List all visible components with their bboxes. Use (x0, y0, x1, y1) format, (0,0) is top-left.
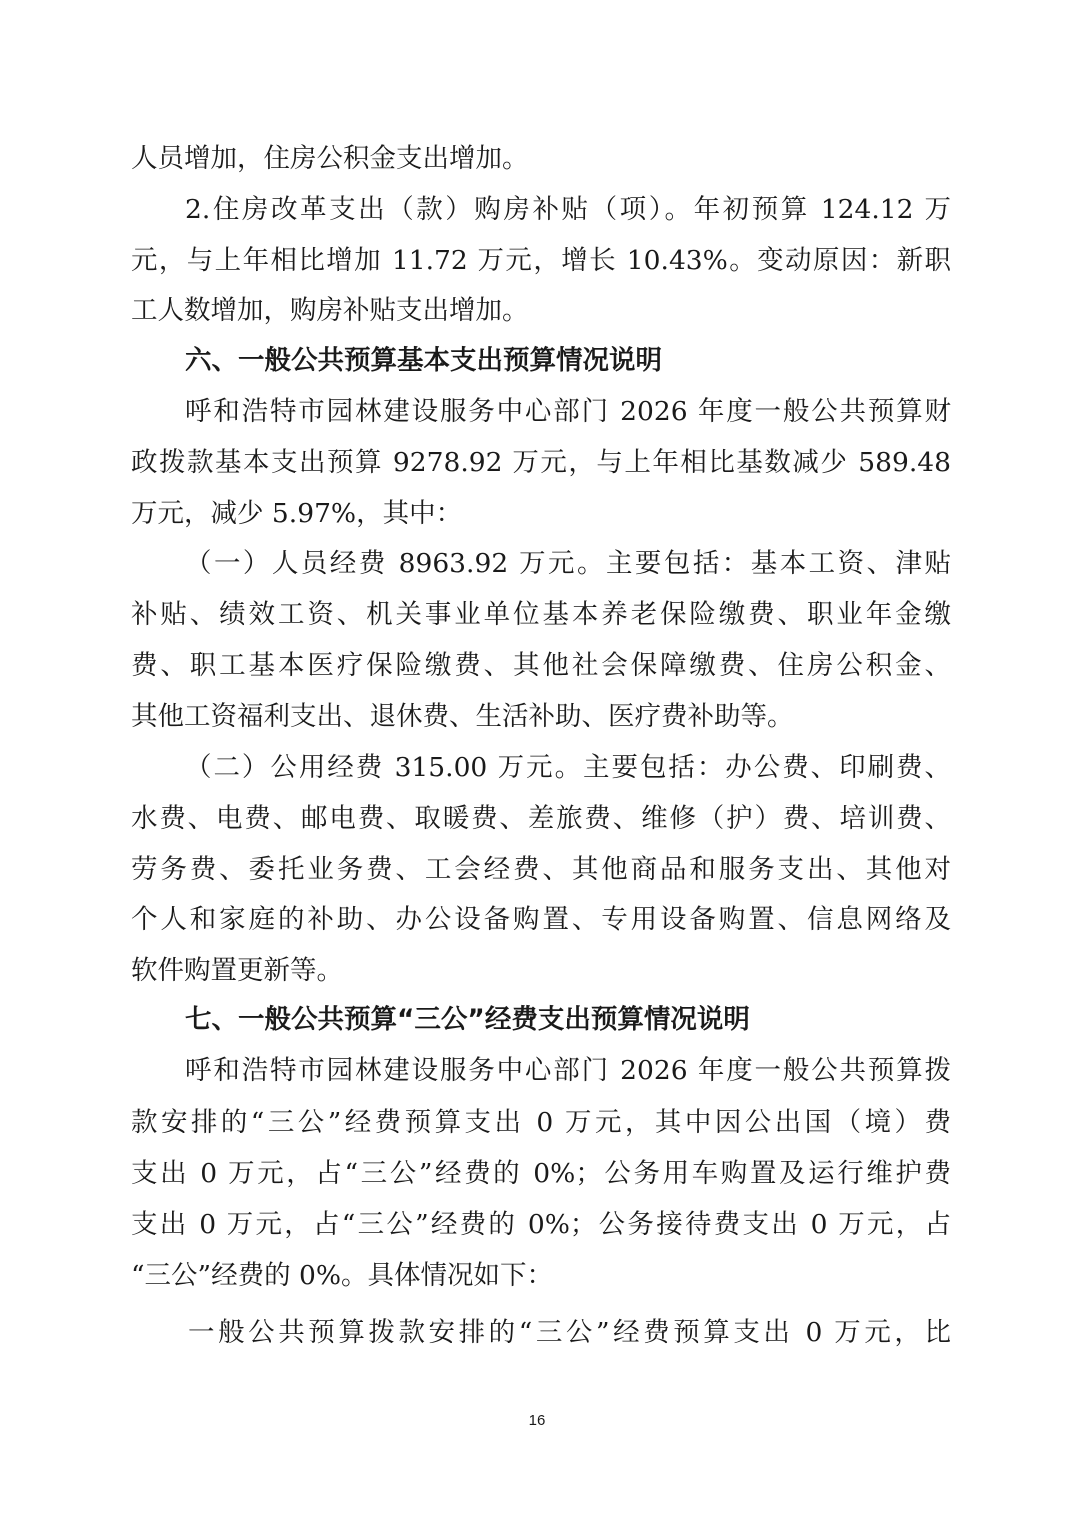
body-text-line: 劳务费、委托业务费、工会经费、其他商品和服务支出、其他对 (131, 854, 951, 885)
body-text-line: 一般公共预算拨款安排的“三公”经费预算支出 0 万元，比 (188, 1317, 951, 1348)
body-text-line: 支出 0 万元，占“三公”经费的 0%；公务用车购置及运行维护费 (131, 1158, 951, 1189)
body-text-line: 人员增加，住房公积金支出增加。 (131, 143, 529, 174)
body-text-line: 元，与上年相比增加 11.72 万元，增长 10.43%。变动原因：新职 (131, 245, 951, 276)
body-text-line: 2.住房改革支出（款）购房补贴（项）。年初预算 124.12 万 (185, 194, 951, 225)
body-text-line: 补贴、绩效工资、机关事业单位基本养老保险缴费、职业年金缴 (131, 599, 951, 630)
body-text-line: 政拨款基本支出预算 9278.92 万元，与上年相比基数减少 589.48 (131, 447, 951, 478)
body-text-line: （二）公用经费 315.00 万元。主要包括：办公费、印刷费、 (185, 752, 951, 783)
body-text-line: 其他工资福利支出、退休费、生活补助、医疗费补助等。 (131, 701, 794, 732)
body-text-line: （一）人员经费 8963.92 万元。主要包括：基本工资、津贴 (185, 548, 951, 579)
body-text-line: 万元，减少 5.97%，其中： (131, 498, 463, 529)
body-text-line: 软件购置更新等。 (131, 955, 343, 986)
body-text-line: 费、职工基本医疗保险缴费、其他社会保障缴费、住房公积金、 (131, 650, 951, 681)
page-number: 16 (528, 1412, 546, 1429)
section-heading-seven: 七、一般公共预算“三公”经费支出预算情况说明 (185, 1004, 750, 1035)
body-text-line: 水费、电费、邮电费、取暖费、差旅费、维修（护）费、培训费、 (131, 803, 951, 834)
body-text-line: 呼和浩特市园林建设服务中心部门 2026 年度一般公共预算拨 (185, 1055, 951, 1086)
section-heading-six: 六、一般公共预算基本支出预算情况说明 (185, 345, 662, 376)
body-text-line: “三公”经费的 0%。具体情况如下： (131, 1260, 554, 1291)
body-text-line: 工人数增加，购房补贴支出增加。 (131, 295, 529, 326)
body-text-line: 呼和浩特市园林建设服务中心部门 2026 年度一般公共预算财 (185, 396, 951, 427)
body-text-line: 款安排的“三公”经费预算支出 0 万元，其中因公出国（境）费 (131, 1107, 951, 1138)
body-text-line: 个人和家庭的补助、办公设备购置、专用设备购置、信息网络及 (131, 904, 951, 935)
body-text-line: 支出 0 万元，占“三公”经费的 0%；公务接待费支出 0 万元，占 (131, 1209, 951, 1240)
